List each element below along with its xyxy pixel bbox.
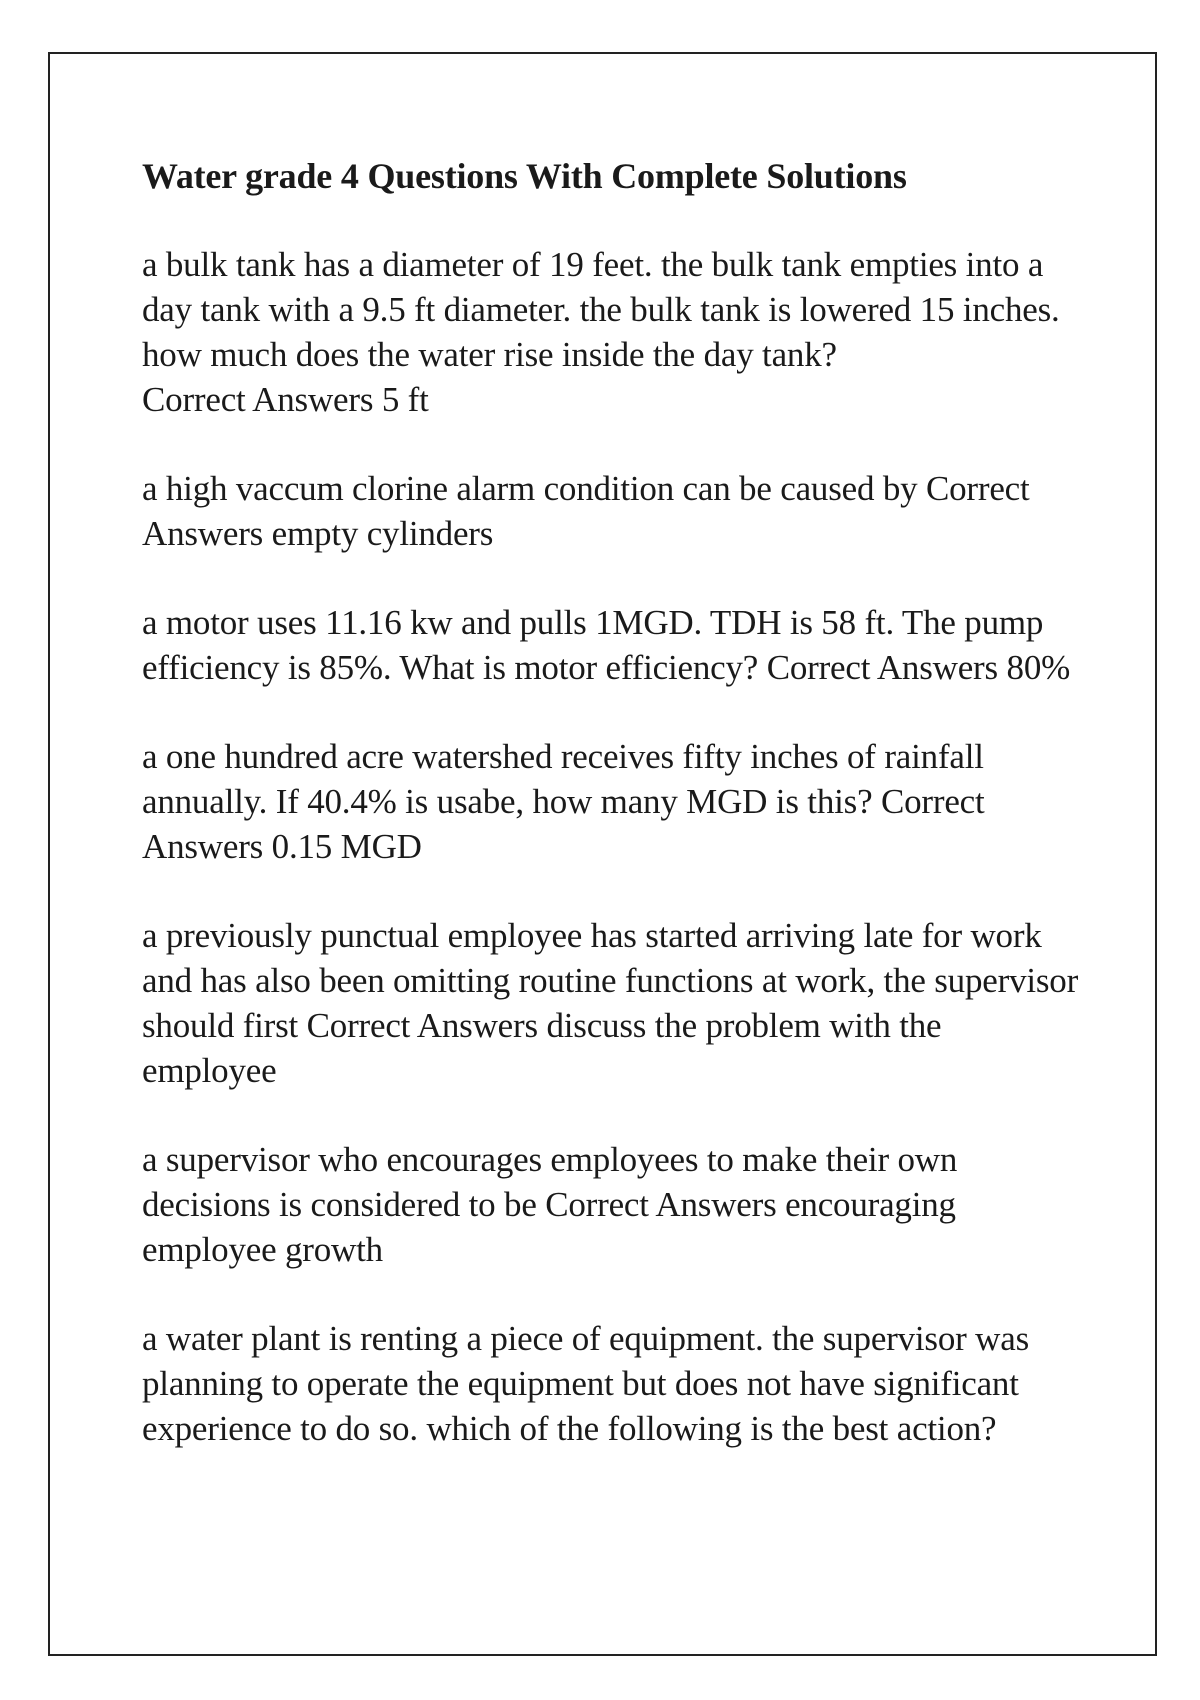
answer-label: Correct Answers xyxy=(766,648,998,687)
document-title: Water grade 4 Questions With Complete Solutions xyxy=(142,156,907,196)
qa-item xyxy=(142,734,1082,869)
answer-text: discuss the problem with the employee xyxy=(142,1006,942,1090)
qa-item xyxy=(142,1316,1082,1451)
answer-text: encouraging employee growth xyxy=(142,1185,956,1269)
answer-text: 5 ft xyxy=(381,380,429,419)
answer-text: 80% xyxy=(1006,648,1071,687)
document-body xyxy=(142,154,1082,1495)
answer-label: Correct Answers xyxy=(306,1006,538,1045)
question-text: a bulk tank has a diameter of 19 feet. the bulk tank empties into a day tank with a 9.5 ft diameter. the bulk tank is lowered 15 inches. how much does the water rise inside the day tank? xyxy=(142,245,1060,374)
question-text: a supervisor who encourages employees to make their own decisions is considered to be xyxy=(142,1140,958,1224)
question-text: a one hundred acre watershed receives fifty inches of rainfall annually. If 40.4% is usabe, how many MGD is this? xyxy=(142,737,984,821)
answer-label: Correct Answers xyxy=(142,380,374,419)
qa-item xyxy=(142,600,1082,690)
question-text: a water plant is renting a piece of equipment. the supervisor was planning to operate the equipment but does not have significant experience to do so. which of the following is the best action? xyxy=(142,1319,1029,1448)
qa-item xyxy=(142,242,1082,422)
answer-label: Correct Answers xyxy=(545,1185,777,1224)
qa-item xyxy=(142,913,1082,1093)
answer-label: Correct Answers xyxy=(142,782,985,866)
answer-label: Correct Answers xyxy=(142,469,1030,553)
answer-text: 0.15 MGD xyxy=(271,827,422,866)
question-text: a motor uses 11.16 kw and pulls 1MGD. TDH is 58 ft. The pump efficiency is 85%. What is motor efficiency? xyxy=(142,603,1044,687)
answer-text: empty cylinders xyxy=(271,514,494,553)
question-text: a previously punctual employee has started arriving late for work and has also been omitting routine functions at work, the supervisor should first xyxy=(142,916,1079,1045)
question-text: a high vaccum clorine alarm condition can be caused by xyxy=(142,469,918,508)
qa-item xyxy=(142,466,1082,556)
qa-item xyxy=(142,1137,1082,1272)
